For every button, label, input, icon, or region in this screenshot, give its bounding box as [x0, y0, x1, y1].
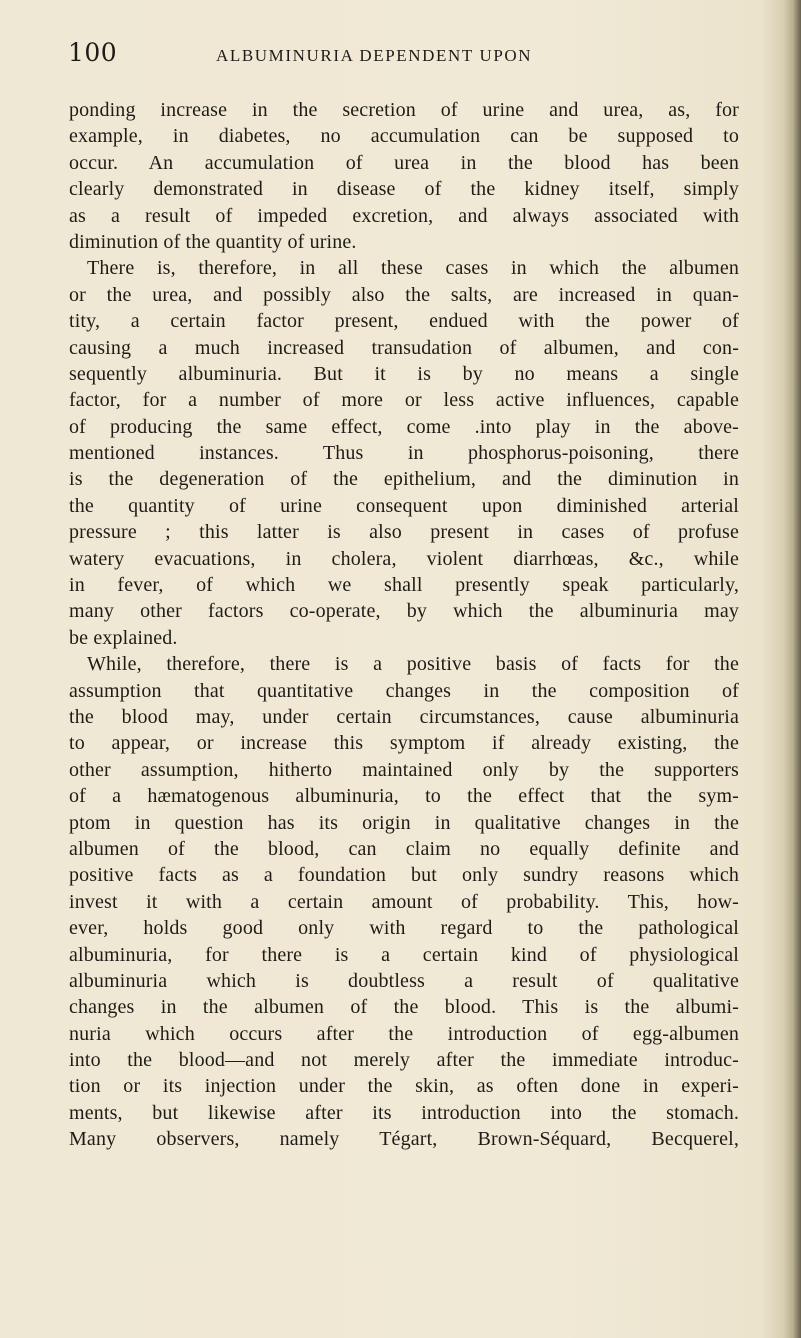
- text-line: tity, a certain factor present, endued with the power of: [69, 310, 739, 333]
- text-line: There is, therefore, in all these cases in which the albumen: [87, 257, 739, 280]
- text-line: changes in the albumen of the blood. This is the albumi-: [69, 996, 739, 1019]
- text-line: Many observers, namely Tégart, Brown-Séquard, Becquerel,: [69, 1128, 739, 1151]
- running-head: ALBUMINURIA DEPENDENT UPON: [216, 46, 533, 65]
- text-line: is the degeneration of the epithelium, and the diminution in: [69, 468, 739, 491]
- text-line: ments, but likewise after its introduction into the stomach.: [69, 1101, 739, 1124]
- text-line: many other factors co-operate, by which the albuminuria may: [69, 600, 739, 623]
- text-line: positive facts as a foundation but only sundry reasons which: [69, 864, 739, 887]
- page-header: [68, 38, 758, 70]
- text-line: sequently albuminuria. But it is by no means a single: [69, 362, 739, 385]
- text-line: While, therefore, there is a positive basis of facts for the: [87, 653, 739, 676]
- page-number: 100: [68, 38, 118, 67]
- text-line: other assumption, hitherto maintained only by the supporters: [69, 758, 739, 781]
- text-line: to appear, or increase this symptom if already existing, the: [69, 732, 739, 755]
- text-line: albuminuria which is doubtless a result of qualitative: [69, 969, 739, 992]
- text-line: albumen of the blood, can claim no equally definite and: [69, 837, 739, 860]
- text-line: pressure ; this latter is also present in cases of profuse: [69, 521, 739, 544]
- text-line: causing a much increased transudation of albumen, and con-: [69, 336, 739, 359]
- text-line: in fever, of which we shall presently speak particularly,: [69, 574, 739, 597]
- text-line: albuminuria, for there is a certain kind of physiological: [69, 943, 739, 966]
- body-text: [69, 97, 739, 1153]
- text-line: the quantity of urine consequent upon diminished arterial: [69, 494, 739, 517]
- text-line: of producing the same effect, come .into play in the above-: [69, 415, 739, 438]
- text-line: ponding increase in the secretion of urine and urea, as, for: [69, 99, 739, 121]
- text-line: watery evacuations, in cholera, violent diarrhœas, &c., while: [69, 547, 739, 570]
- text-line: mentioned instances. Thus in phosphorus-poisoning, there: [69, 442, 739, 465]
- text-line: the blood may, under certain circumstances, cause albuminuria: [69, 705, 739, 728]
- text-line: occur. An accumulation of urea in the blood has been: [69, 151, 739, 174]
- text-line: clearly demonstrated in disease of the kidney itself, simply: [69, 178, 739, 201]
- text-line: invest it with a certain amount of probability. This, how-: [69, 890, 739, 913]
- text-line: as a result of impeded excretion, and always associated with: [69, 204, 739, 227]
- text-line: diminution of the quantity of urine.: [69, 230, 357, 253]
- text-line: factor, for a number of more or less active influences, capable: [69, 389, 739, 412]
- text-line: or the urea, and possibly also the salts, are increased in quan-: [69, 283, 739, 306]
- text-line: tion or its injection under the skin, as often done in experi-: [69, 1075, 739, 1098]
- text-line: assumption that quantitative changes in the composition of: [69, 679, 739, 702]
- text-line: example, in diabetes, no accumulation can be supposed to: [69, 125, 739, 148]
- page-edge-shadow: [783, 0, 801, 1338]
- text-line: be explained.: [69, 626, 178, 649]
- text-line: into the blood—and not merely after the immediate introduc-: [69, 1049, 739, 1072]
- text-line: ever, holds good only with regard to the pathological: [69, 917, 739, 940]
- text-line: nuria which occurs after the introduction of egg-albumen: [69, 1022, 739, 1045]
- text-line: of a hæmatogenous albuminuria, to the effect that the sym-: [69, 785, 739, 808]
- text-line: ptom in question has its origin in qualitative changes in the: [69, 811, 739, 834]
